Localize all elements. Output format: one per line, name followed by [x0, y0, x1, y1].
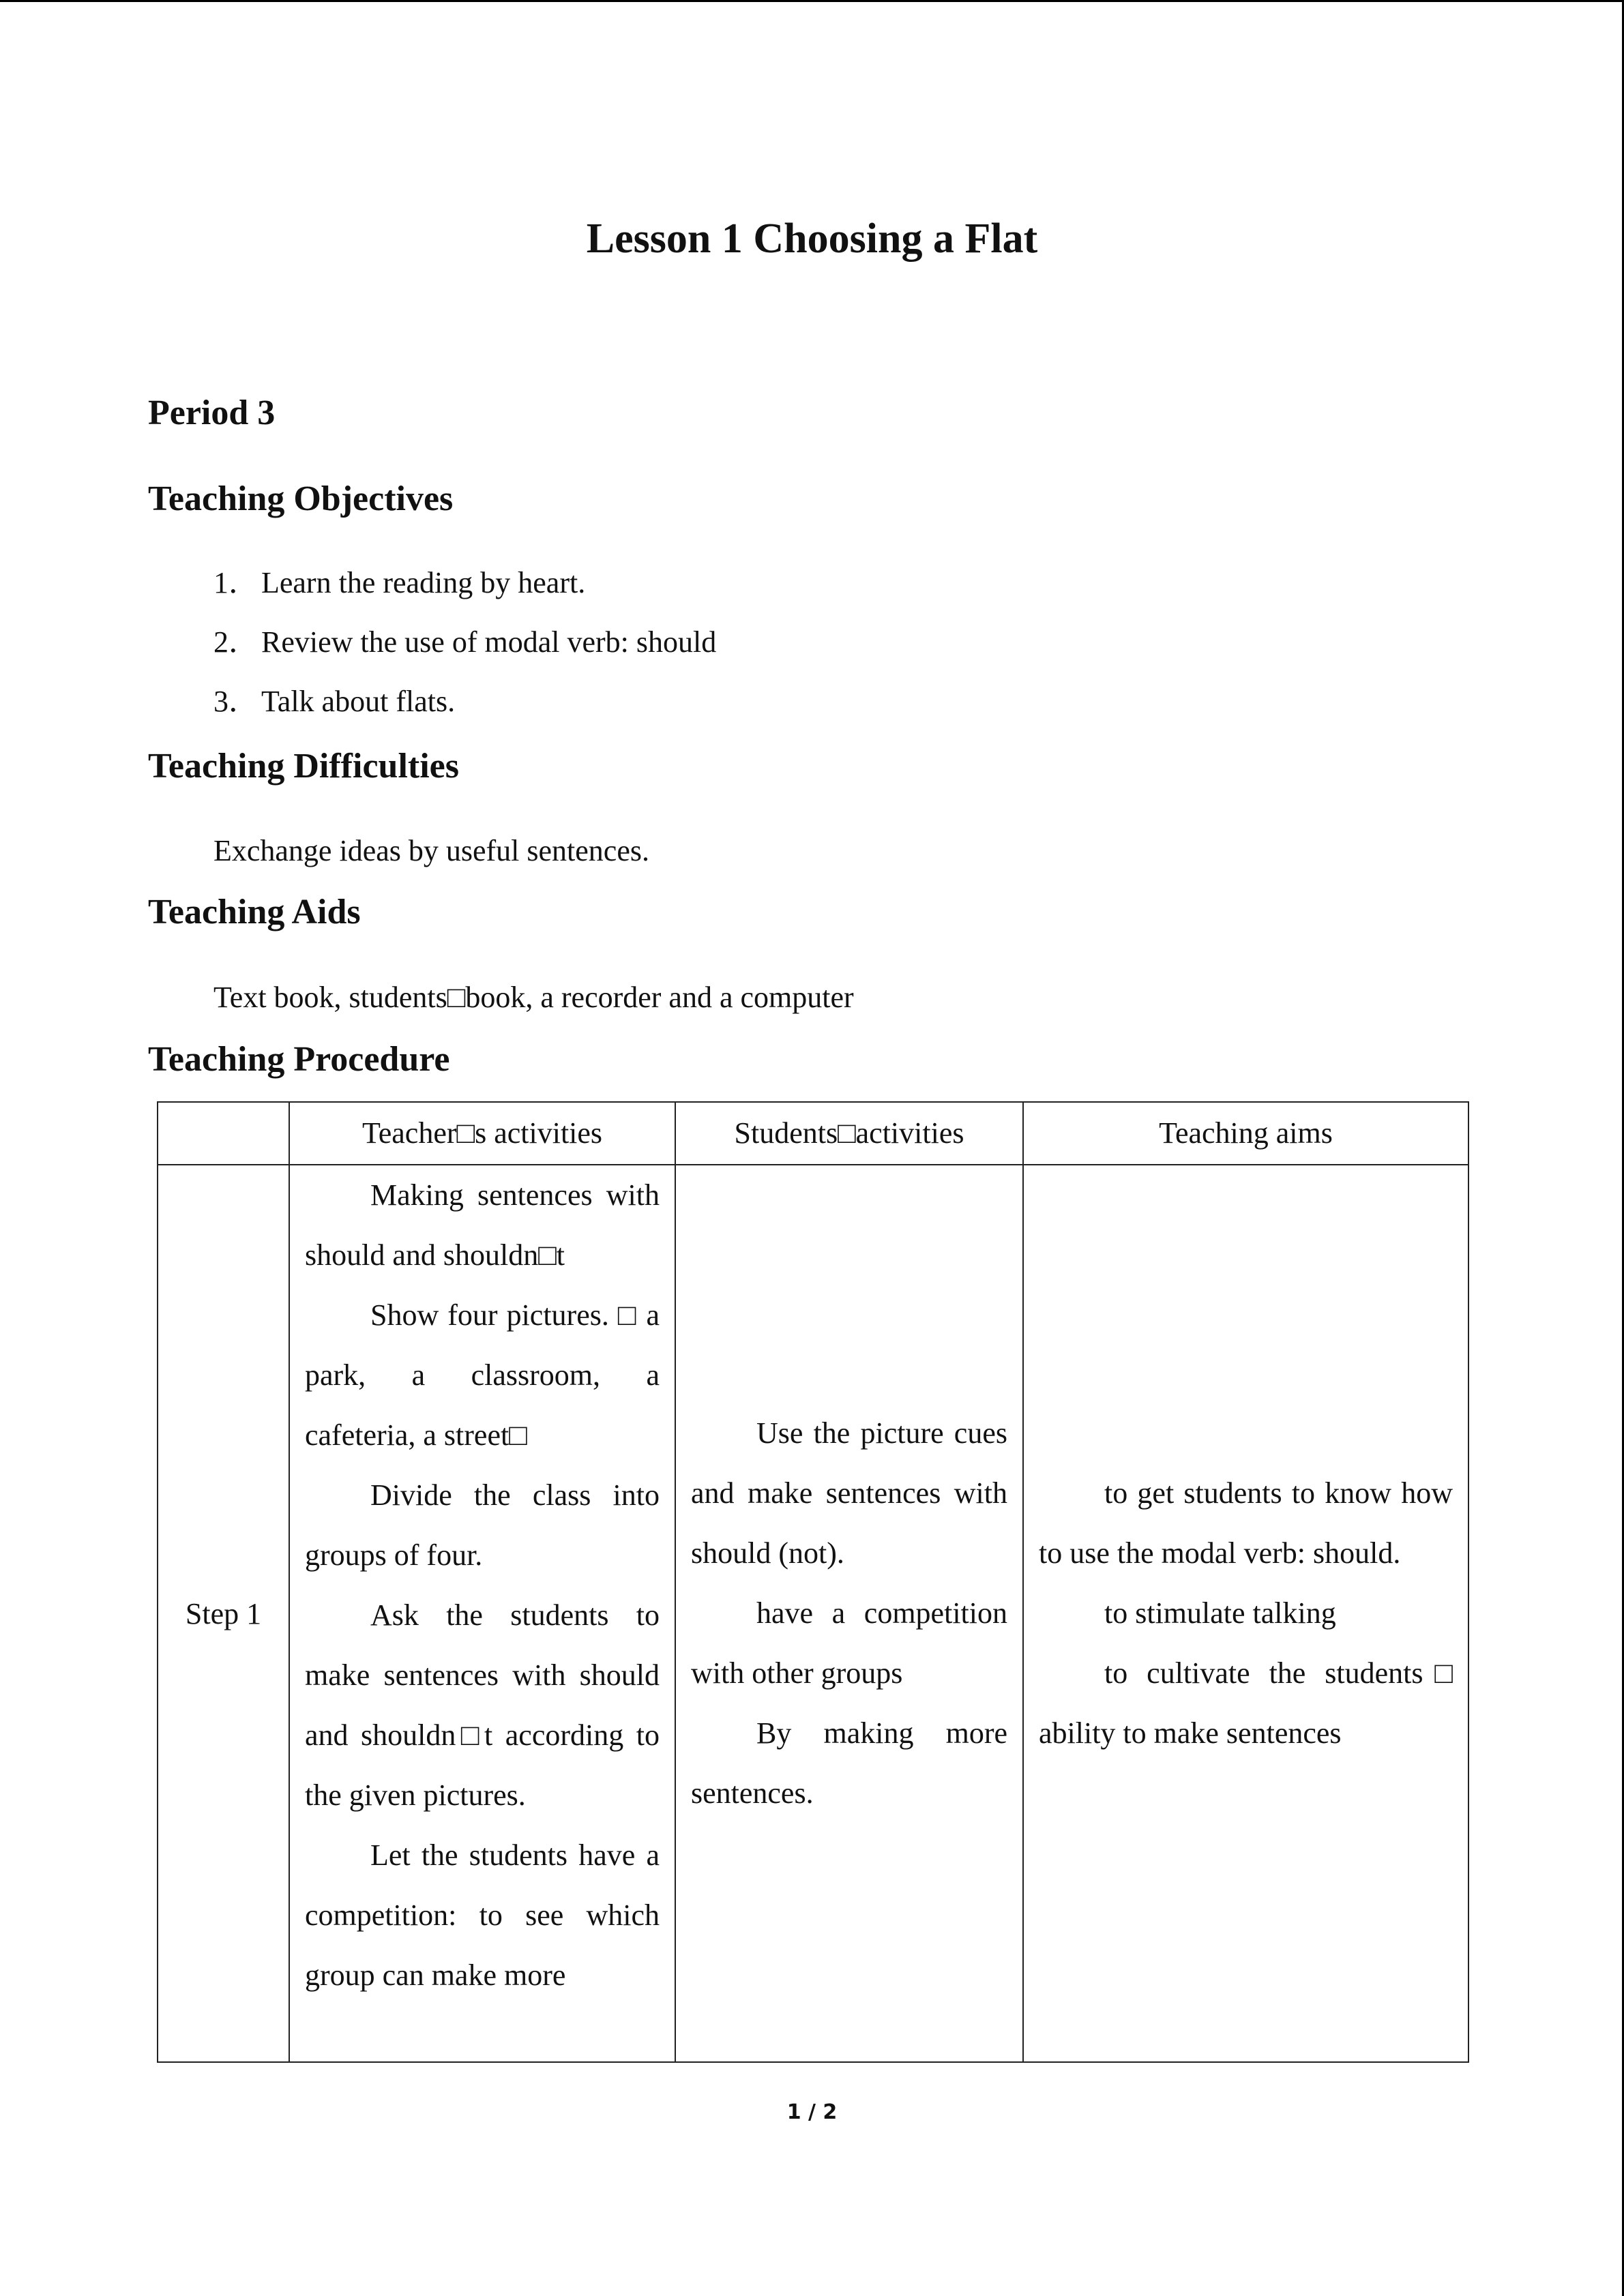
table-row: [158, 1165, 1468, 2062]
page-top-border: [0, 0, 1624, 2]
column-header-students: Students□activities: [675, 1102, 1023, 1165]
objective-text: Review the use of modal verb: should: [261, 625, 717, 659]
procedure-table: [157, 1101, 1469, 2063]
objective-item: [213, 681, 455, 722]
teaching-aim: to get students to know how to use the modal verb: should.: [1039, 1476, 1453, 1570]
column-header-teacher: Teacher□s activities: [289, 1102, 675, 1165]
objective-item: [213, 622, 716, 663]
aids-heading: Teaching Aids: [148, 893, 361, 931]
student-activity: Use the picture cues and make sentences with should (not).: [691, 1416, 1007, 1570]
teacher-activity: Show four pictures. □ a park, a classroom, a cafeteria, a street□: [305, 1298, 660, 1452]
difficulties-heading: Teaching Difficulties: [148, 747, 459, 786]
students-activities-cell: [675, 1165, 1023, 2062]
objective-number: 1．: [213, 566, 259, 599]
objective-item: [213, 563, 585, 603]
objective-number: 3．: [213, 685, 259, 718]
document-title: Lesson 1 Choosing a Flat: [586, 215, 1038, 262]
procedure-heading: Teaching Procedure: [148, 1040, 450, 1079]
teaching-aims-cell: [1023, 1165, 1468, 2062]
aids-text: Text book, students□book, a recorder and a computer: [213, 981, 854, 1014]
page-indicator: 1 / 2: [786, 2100, 838, 2124]
difficulties-text: Exchange ideas by useful sentences.: [213, 834, 649, 867]
objective-text: Learn the reading by heart.: [261, 566, 586, 599]
teaching-aim: to cultivate the students□ ability to make sentences: [1039, 1656, 1453, 1750]
table-header-row: [158, 1102, 1468, 1165]
teacher-activity: Let the students have a competition: to see which group can make more: [305, 1838, 660, 1992]
objective-number: 2．: [213, 625, 259, 659]
column-header-aims: Teaching aims: [1023, 1102, 1468, 1165]
objective-text: Talk about flats.: [261, 685, 456, 718]
teaching-aim: to stimulate talking: [1104, 1596, 1336, 1630]
objectives-heading: Teaching Objectives: [148, 479, 454, 518]
teacher-activity: Divide the class into groups of four.: [305, 1478, 660, 1572]
period-heading: Period 3: [148, 393, 276, 432]
step-cell: Step 1: [158, 1165, 289, 2062]
student-activity: have a competition with other groups: [691, 1596, 1007, 1690]
student-activity: By making more sentences.: [691, 1716, 1007, 1810]
teacher-activity: Making sentences with should and shouldn□t: [305, 1178, 660, 1272]
teacher-activity: Ask the students to make sentences with should and shouldn□t according to the given pictures.: [305, 1598, 660, 1812]
column-header-step: [158, 1102, 289, 1165]
teacher-activities-cell: [289, 1165, 675, 2062]
